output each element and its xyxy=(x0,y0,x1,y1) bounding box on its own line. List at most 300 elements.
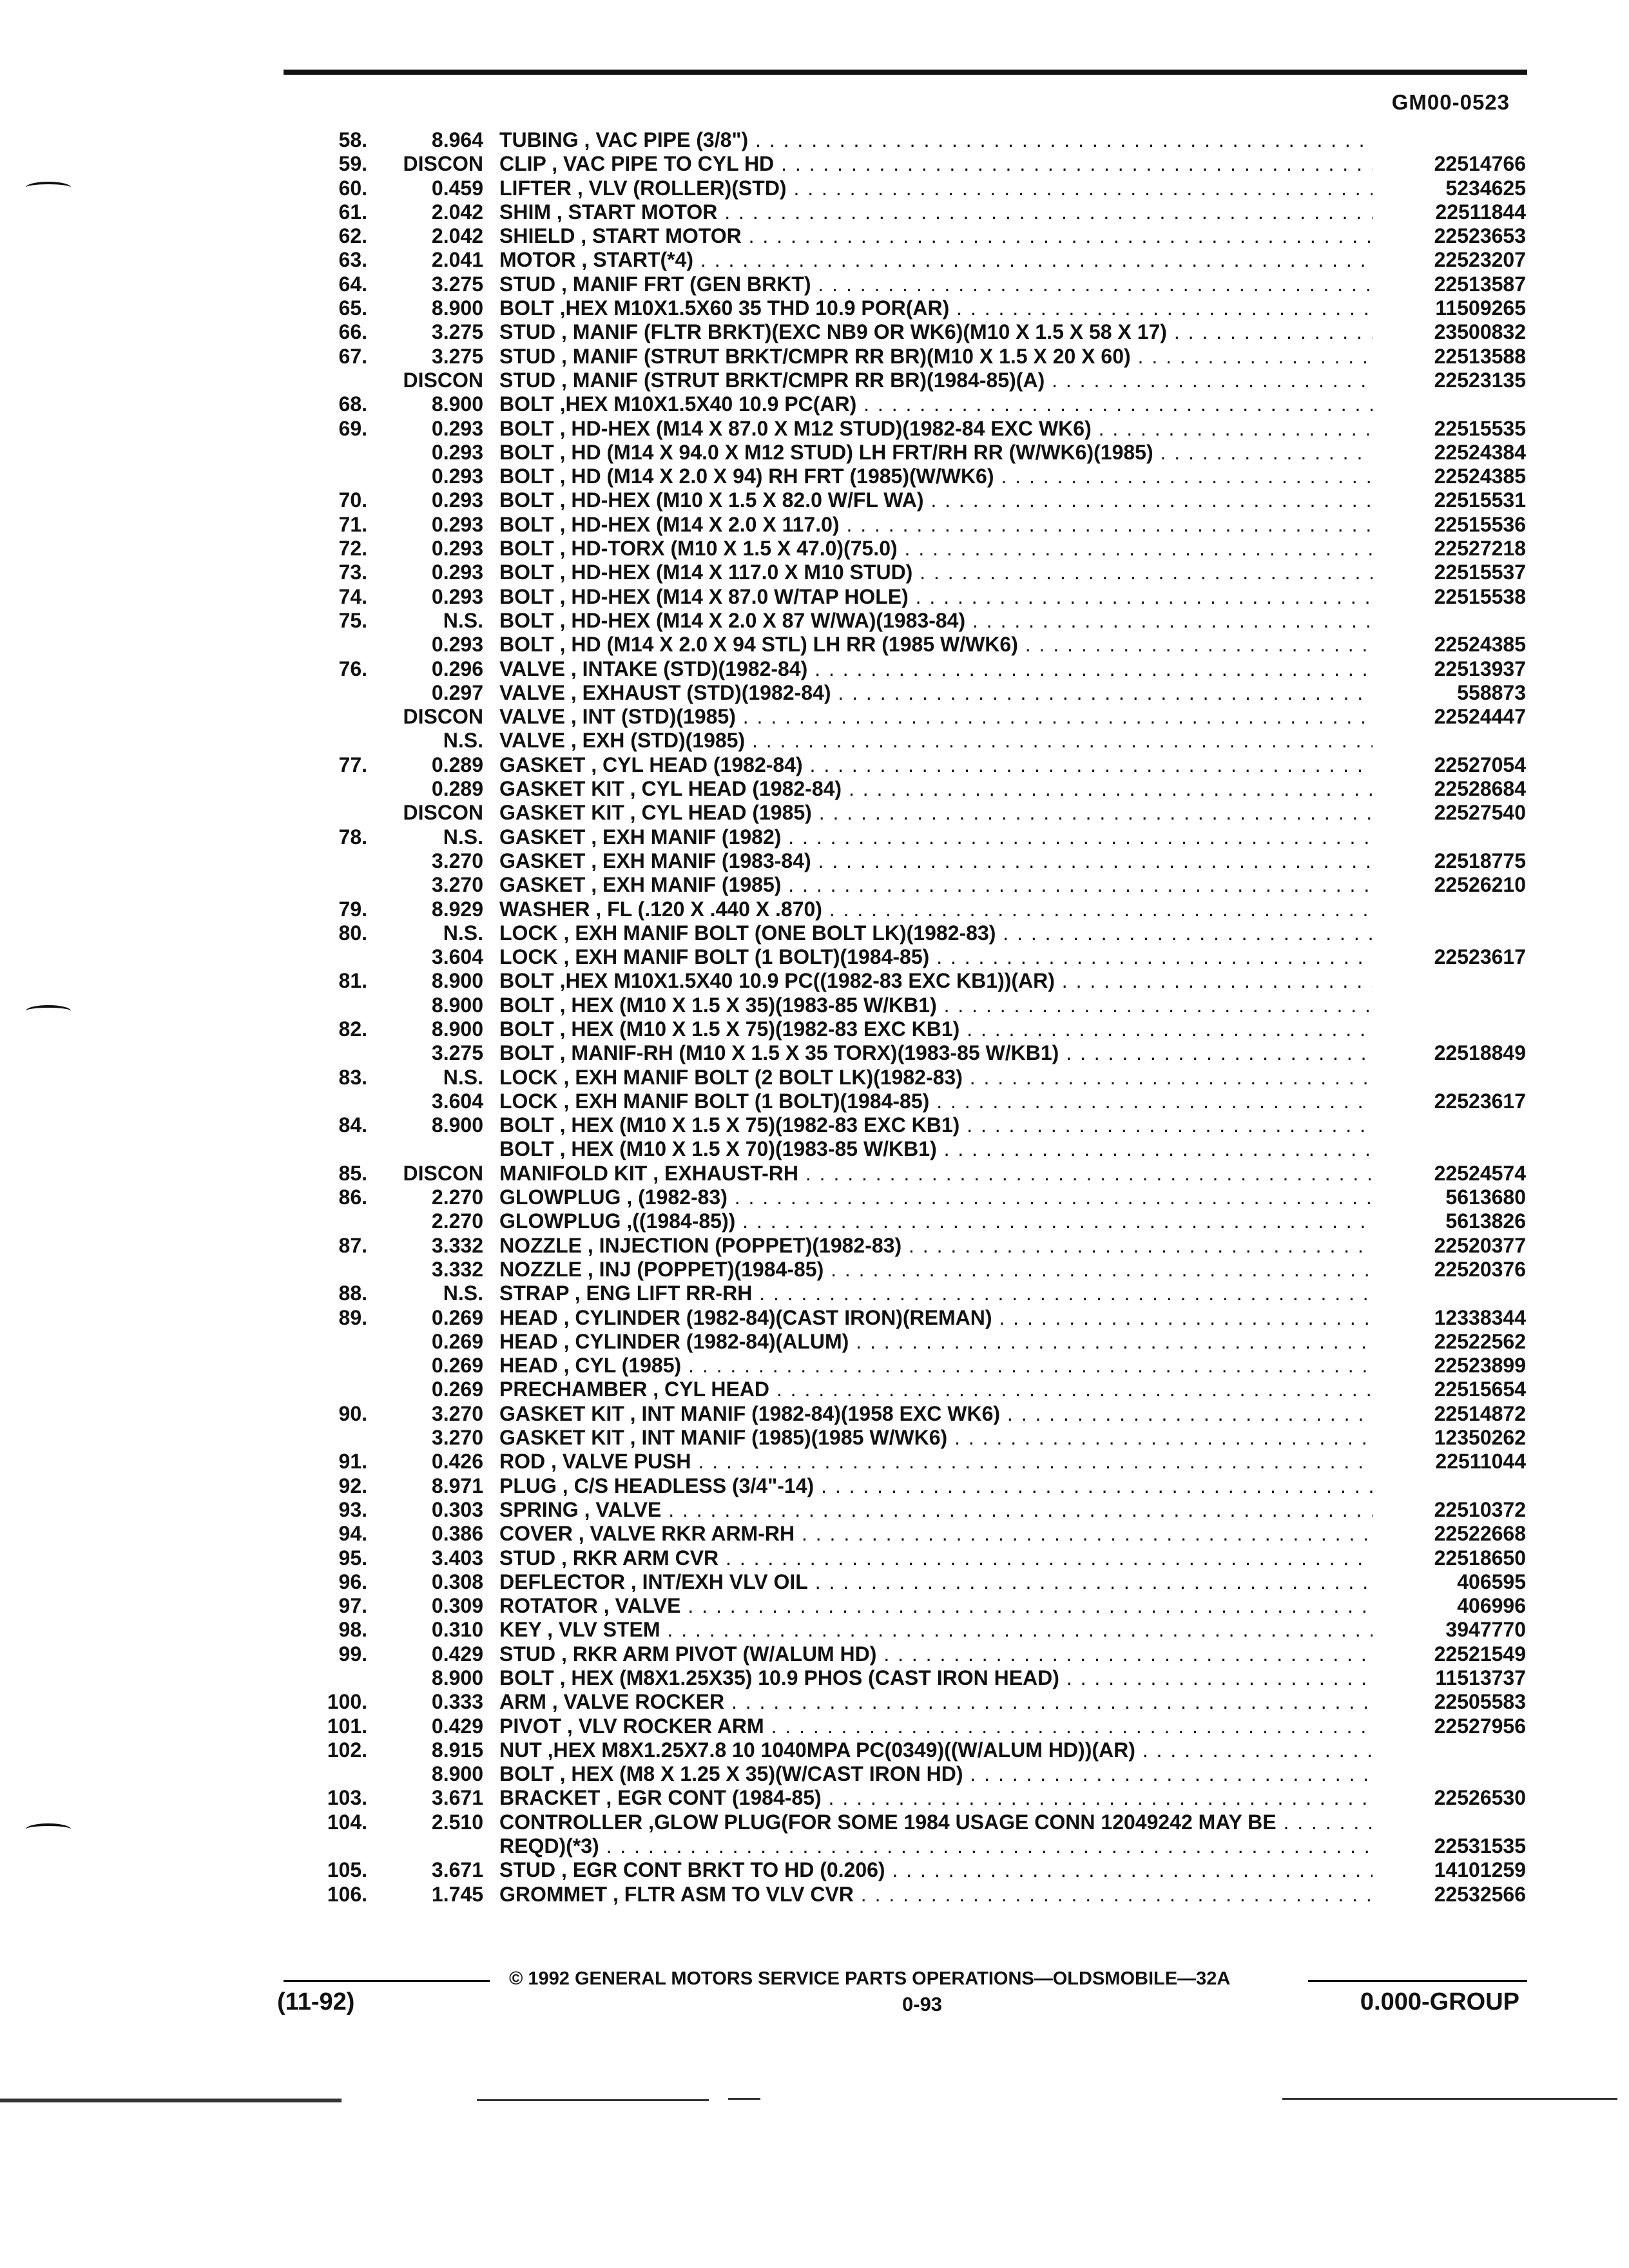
group-code: 8.900 xyxy=(431,969,483,993)
part-description xyxy=(499,1666,1373,1690)
part-row xyxy=(0,537,1629,561)
part-description xyxy=(499,248,1373,272)
part-name: BOLT xyxy=(499,440,554,464)
part-description xyxy=(499,537,1373,561)
part-number: 22513588 xyxy=(1434,344,1526,368)
item-number: 67. xyxy=(338,344,367,368)
part-name: GASKET xyxy=(499,753,586,776)
part-detail: , HEX (M10 X 1.5 X 75)(1982-83 EXC KB1) xyxy=(554,1017,960,1041)
part-description xyxy=(499,898,1373,921)
part-detail: , ENG LIFT RR-RH xyxy=(568,1282,753,1305)
group-code: N.S. xyxy=(443,1282,483,1305)
part-name: GASKET xyxy=(499,825,586,849)
part-name: GASKET xyxy=(499,849,586,872)
group-code: 8.915 xyxy=(431,1738,483,1762)
part-row xyxy=(0,945,1629,969)
part-number: 5613680 xyxy=(1445,1186,1526,1209)
part-name: MOTOR xyxy=(499,248,576,272)
part-row xyxy=(0,465,1629,488)
item-number: 83. xyxy=(338,1065,367,1089)
part-detail: , MANIF-RH (M10 X 1.5 X 35 TORX)(1983-85 W/KB1) xyxy=(554,1041,1059,1065)
part-description xyxy=(499,1402,1373,1426)
part-detail: , HEX (M10 X 1.5 X 35)(1983-85 W/KB1) xyxy=(554,993,937,1017)
part-description xyxy=(499,1258,1373,1282)
group-code: N.S. xyxy=(443,825,483,849)
part-name: VALVE xyxy=(499,657,565,680)
part-detail: , EXH MANIF BOLT (1 BOLT)(1984-85) xyxy=(557,1089,930,1113)
item-number: 59. xyxy=(338,152,367,176)
part-name: BOLT xyxy=(499,296,554,320)
part-name: ROD xyxy=(499,1450,546,1474)
scan-edge-line xyxy=(477,2099,709,2101)
part-number: 22524385 xyxy=(1434,633,1526,657)
part-detail: , EXH MANIF (1982) xyxy=(585,825,782,849)
part-number: 22518849 xyxy=(1434,1041,1526,1065)
part-detail: , CYL HEAD xyxy=(647,1378,769,1401)
item-number: 87. xyxy=(338,1233,367,1257)
item-number: 84. xyxy=(338,1113,367,1137)
part-number: 22515535 xyxy=(1434,416,1526,440)
part-row xyxy=(0,417,1629,441)
part-description xyxy=(499,1066,1373,1090)
part-row xyxy=(0,681,1629,705)
part-detail: , MANIF (STRUT BRKT/CMPR RR BR)(1984-85)(A) xyxy=(555,368,1045,392)
item-number: 89. xyxy=(338,1305,367,1329)
part-description xyxy=(499,945,1373,969)
part-detail: ,HEX M8X1.25X7.8 10 1040MPA PC(0349)((W/ALUM HD))(AR) xyxy=(541,1738,1135,1762)
part-name: BOLT xyxy=(499,512,554,536)
part-detail: , INTAKE (STD)(1982-84) xyxy=(564,657,808,680)
part-name: BOLT xyxy=(499,392,554,416)
group-code: 0.269 xyxy=(431,1305,483,1329)
part-description xyxy=(499,177,1373,200)
part-name: GLOWPLUG xyxy=(499,1209,621,1233)
part-number: 22524384 xyxy=(1434,440,1526,464)
part-detail: , EXH MANIF BOLT (1 BOLT)(1984-85) xyxy=(557,945,930,969)
part-name: KEY xyxy=(499,1618,542,1642)
part-detail: , EXHAUST (STD)(1982-84) xyxy=(564,680,831,704)
part-row xyxy=(0,320,1629,344)
group-code: 2.041 xyxy=(431,248,483,272)
part-row xyxy=(0,1786,1629,1810)
part-name: BOLT xyxy=(499,1666,554,1689)
part-description xyxy=(499,729,1373,753)
part-name: STUD xyxy=(499,1546,556,1570)
part-row xyxy=(0,200,1629,224)
part-number: 22532566 xyxy=(1434,1882,1526,1906)
part-row xyxy=(0,1570,1629,1594)
part-description xyxy=(499,152,1373,176)
group-code: 2.042 xyxy=(431,200,483,224)
part-row xyxy=(0,1498,1629,1522)
group-code: 0.289 xyxy=(431,753,483,776)
part-name: BOLT xyxy=(499,1137,554,1161)
item-number: 97. xyxy=(338,1594,367,1618)
part-name: NUT xyxy=(499,1738,542,1762)
scan-edge-line xyxy=(1282,2098,1617,2100)
part-row xyxy=(0,441,1629,465)
group-code: 0.293 xyxy=(431,440,483,464)
group-code: 0.293 xyxy=(431,416,483,440)
part-row xyxy=(0,561,1629,584)
part-description xyxy=(499,1690,1373,1714)
part-number: 22515536 xyxy=(1434,512,1526,536)
part-name: SPRING xyxy=(499,1497,579,1521)
group-code: 3.275 xyxy=(431,272,483,296)
part-name: GASKET KIT xyxy=(499,1426,624,1450)
part-description xyxy=(499,921,1373,945)
part-row xyxy=(0,1162,1629,1186)
part-name: CONTROLLER xyxy=(499,1810,643,1834)
part-row xyxy=(0,1137,1629,1161)
part-row xyxy=(0,273,1629,296)
margin-mark xyxy=(26,182,71,193)
part-number: 558873 xyxy=(1457,680,1526,704)
part-number: 22520376 xyxy=(1434,1257,1526,1281)
group-code: 8.900 xyxy=(431,993,483,1017)
part-detail: REQD)(*3) xyxy=(499,1834,599,1858)
part-row xyxy=(0,1330,1629,1354)
part-detail: , VALVE RKR ARM-RH xyxy=(572,1522,795,1546)
part-name: STUD xyxy=(499,272,556,296)
part-row xyxy=(0,1811,1629,1834)
item-number: 72. xyxy=(338,537,367,561)
part-name: BOLT xyxy=(499,465,554,488)
group-code: 0.293 xyxy=(431,465,483,488)
group-code: 0.269 xyxy=(431,1329,483,1353)
part-description xyxy=(499,369,1373,392)
scan-edge-line xyxy=(728,2098,760,2100)
part-row xyxy=(0,1017,1629,1041)
part-number: 22514766 xyxy=(1434,152,1526,176)
group-code: 8.929 xyxy=(431,897,483,921)
group-code: N.S. xyxy=(443,921,483,945)
part-description xyxy=(499,1209,1373,1233)
part-row xyxy=(0,1594,1629,1618)
part-detail: , MANIF FRT (GEN BRKT) xyxy=(555,272,811,296)
part-name: BOLT xyxy=(499,416,554,440)
part-name: BOLT xyxy=(499,1017,554,1041)
part-number: 5613826 xyxy=(1445,1209,1526,1233)
group-code: 0.309 xyxy=(431,1594,483,1618)
part-detail: , EGR CONT BRKT TO HD (0.206) xyxy=(555,1858,885,1882)
part-description xyxy=(499,1570,1373,1594)
item-number: 85. xyxy=(338,1161,367,1185)
item-number: 104. xyxy=(327,1810,367,1834)
part-name: BOLT xyxy=(499,1762,554,1786)
part-description xyxy=(499,801,1373,825)
part-detail: ,HEX M10X1.5X40 10.9 PC((1982-83 EXC KB1))(AR) xyxy=(554,969,1055,993)
part-row xyxy=(0,1450,1629,1474)
group-code: 0.429 xyxy=(431,1642,483,1666)
part-row xyxy=(0,994,1629,1017)
part-description xyxy=(499,1883,1373,1907)
group-code: 8.900 xyxy=(431,1113,483,1137)
part-detail: , VAC PIPE TO CYL HD xyxy=(546,152,775,176)
part-row xyxy=(0,1858,1629,1882)
group-code: N.S. xyxy=(443,1065,483,1089)
group-code: DISCON xyxy=(403,1161,483,1185)
part-number: 22527054 xyxy=(1434,753,1526,776)
part-detail: , HD-HEX (M10 X 1.5 X 82.0 W/FL WA) xyxy=(554,488,924,512)
group-code: 3.270 xyxy=(431,849,483,872)
item-number: 77. xyxy=(338,753,367,776)
part-number: 22510372 xyxy=(1434,1497,1526,1521)
part-description xyxy=(499,296,1373,320)
part-number: 12338344 xyxy=(1434,1305,1526,1329)
part-row xyxy=(0,1306,1629,1330)
part-row xyxy=(0,1378,1629,1401)
revision-date: (11-92) xyxy=(277,1988,355,2015)
group-code: 0.293 xyxy=(431,584,483,608)
group-code: 3.270 xyxy=(431,1426,483,1450)
part-detail: , VAC PIPE (3/8") xyxy=(578,128,749,151)
part-name: BOLT xyxy=(499,633,554,657)
part-name: STUD xyxy=(499,1858,556,1882)
part-number: 22515538 xyxy=(1434,584,1526,608)
part-detail: , INT MANIF (1985)(1985 W/WK6) xyxy=(624,1426,948,1450)
part-row xyxy=(0,392,1629,416)
part-row xyxy=(0,729,1629,753)
part-description xyxy=(499,1762,1373,1786)
item-number: 66. xyxy=(338,320,367,344)
part-number: 22531535 xyxy=(1434,1834,1526,1858)
part-row xyxy=(0,873,1629,897)
part-detail: , FL (.120 X .440 X .870) xyxy=(590,897,822,921)
margin-mark xyxy=(26,1005,71,1017)
part-description xyxy=(499,705,1373,729)
part-row xyxy=(0,969,1629,993)
part-row xyxy=(0,1066,1629,1090)
item-number: 70. xyxy=(338,488,367,512)
part-name: PIVOT xyxy=(499,1714,562,1738)
part-row xyxy=(0,1186,1629,1209)
part-number: 22522562 xyxy=(1434,1329,1526,1353)
part-detail: , HEX (M10 X 1.5 X 75)(1982-83 EXC KB1) xyxy=(554,1113,960,1137)
part-description xyxy=(499,585,1373,609)
part-description xyxy=(499,392,1373,416)
part-detail: , CYLINDER (1982-84)(CAST IRON)(REMAN) xyxy=(557,1305,992,1329)
part-description xyxy=(499,1137,1373,1161)
part-row xyxy=(0,177,1629,200)
part-number: 14101259 xyxy=(1434,1858,1526,1882)
part-row xyxy=(0,152,1629,176)
group-code: 8.964 xyxy=(431,128,483,151)
item-number: 96. xyxy=(338,1570,367,1593)
part-name: BOLT xyxy=(499,488,554,512)
group-code: 0.308 xyxy=(431,1570,483,1593)
group-code: 3.671 xyxy=(431,1786,483,1810)
part-detail: , EXH MANIF (1985) xyxy=(585,873,782,897)
part-detail: , RKR ARM CVR xyxy=(555,1546,719,1570)
part-detail: , EXH MANIF (1983-84) xyxy=(585,849,811,872)
group-code: 8.971 xyxy=(431,1474,483,1497)
item-number: 79. xyxy=(338,897,367,921)
part-number: 22524574 xyxy=(1434,1161,1526,1185)
part-description xyxy=(499,1162,1373,1186)
part-name: DEFLECTOR xyxy=(499,1570,625,1593)
item-number: 60. xyxy=(338,176,367,200)
group-code: 0.303 xyxy=(431,1497,483,1521)
group-code: 0.293 xyxy=(431,633,483,657)
item-number: 102. xyxy=(327,1738,367,1762)
part-row xyxy=(0,1834,1629,1858)
part-description xyxy=(499,777,1373,801)
group-code: 3.270 xyxy=(431,1401,483,1425)
part-number: 3947770 xyxy=(1445,1618,1526,1642)
part-number: 22514872 xyxy=(1434,1401,1526,1425)
part-name: COVER xyxy=(499,1522,573,1546)
group-code: 8.900 xyxy=(431,1762,483,1786)
part-name: NOZZLE xyxy=(499,1233,582,1257)
document-code: GM00-0523 xyxy=(1391,90,1510,114)
part-description xyxy=(499,1811,1373,1834)
part-number: 406996 xyxy=(1457,1594,1526,1618)
item-number: 94. xyxy=(338,1522,367,1546)
item-number: 91. xyxy=(338,1450,367,1474)
group-code: 0.293 xyxy=(431,512,483,536)
part-number: 22518650 xyxy=(1434,1546,1526,1570)
item-number: 105. xyxy=(327,1858,367,1882)
part-description xyxy=(499,1858,1373,1882)
part-row xyxy=(0,488,1629,512)
part-detail: , VALVE ROCKER xyxy=(546,1690,725,1714)
part-description xyxy=(499,441,1373,465)
part-name: GASKET KIT xyxy=(499,777,624,801)
part-detail: , MANIF (FLTR BRKT)(EXC NB9 OR WK6)(M10 X 1.5 X 58 X 17) xyxy=(555,320,1167,344)
part-description xyxy=(499,994,1373,1017)
part-row xyxy=(0,296,1629,320)
part-detail: ,GLOW PLUG(FOR SOME 1984 USAGE CONN 12049242 MAY BE xyxy=(642,1810,1277,1834)
part-detail: , VALVE xyxy=(597,1594,681,1618)
part-detail: , START MOTOR xyxy=(551,200,718,224)
part-detail: , VALVE xyxy=(578,1497,662,1521)
part-row xyxy=(0,1738,1629,1762)
part-name: VALVE xyxy=(499,729,565,753)
part-detail: , EGR CONT (1984-85) xyxy=(600,1786,822,1810)
part-row xyxy=(0,1522,1629,1546)
part-detail: , INJ (POPPET)(1984-85) xyxy=(581,1257,824,1281)
part-name: BOLT xyxy=(499,608,554,632)
part-row xyxy=(0,1666,1629,1690)
item-number: 82. xyxy=(338,1017,367,1041)
part-description xyxy=(499,609,1373,633)
part-row xyxy=(0,1642,1629,1666)
group-code: 3.275 xyxy=(431,320,483,344)
part-name: PLUG xyxy=(499,1474,557,1497)
part-detail: , EXHAUST-RH xyxy=(647,1161,798,1185)
part-row xyxy=(0,849,1629,873)
group-code: 2.042 xyxy=(431,224,483,248)
part-row xyxy=(0,585,1629,609)
part-name: GASKET xyxy=(499,873,586,897)
part-name: BOLT xyxy=(499,1041,554,1065)
part-detail: , HD (M14 X 2.0 X 94 STL) LH RR (1985 W/WK6) xyxy=(554,633,1018,657)
part-number: 22528684 xyxy=(1434,777,1526,801)
part-name: ARM xyxy=(499,1690,546,1714)
item-number: 63. xyxy=(338,248,367,272)
item-number: 74. xyxy=(338,584,367,608)
part-detail: , EXH MANIF BOLT (ONE BOLT LK)(1982-83) xyxy=(557,921,996,945)
part-description xyxy=(499,1715,1373,1738)
part-row xyxy=(0,1690,1629,1714)
part-row xyxy=(0,921,1629,945)
part-row xyxy=(0,1715,1629,1738)
part-detail: , EXH (STD)(1985) xyxy=(564,729,746,753)
part-number: 5234625 xyxy=(1445,176,1526,200)
part-name: VALVE xyxy=(499,705,565,729)
part-name: STRAP xyxy=(499,1282,569,1305)
part-detail: , HD-HEX (M14 X 87.0 W/TAP HOLE) xyxy=(554,584,909,608)
part-row xyxy=(0,1258,1629,1282)
item-number: 73. xyxy=(338,561,367,584)
item-number: 86. xyxy=(338,1186,367,1209)
part-name: LOCK xyxy=(499,945,558,969)
part-description xyxy=(499,1234,1373,1258)
part-number: 22523207 xyxy=(1434,248,1526,272)
part-number: 22526530 xyxy=(1434,1786,1526,1810)
group-code: 1.745 xyxy=(431,1882,483,1906)
part-description xyxy=(499,1834,1373,1858)
part-description xyxy=(499,1282,1373,1305)
part-description xyxy=(499,1113,1373,1137)
part-name: SHIELD xyxy=(499,224,575,248)
item-number: 78. xyxy=(338,825,367,849)
part-name: STUD xyxy=(499,344,556,368)
part-detail: , FLTR ASM TO VLV CVR xyxy=(607,1882,854,1906)
part-name: LIFTER xyxy=(499,176,572,200)
part-description xyxy=(499,224,1373,248)
group-code: DISCON xyxy=(403,801,483,825)
part-detail: , EXH MANIF BOLT (2 BOLT LK)(1982-83) xyxy=(557,1065,963,1089)
part-name: TUBING xyxy=(499,128,579,151)
part-name: SHIM xyxy=(499,200,551,224)
part-name: MANIFOLD KIT xyxy=(499,1161,648,1185)
part-description xyxy=(499,1498,1373,1522)
item-number: 100. xyxy=(327,1690,367,1714)
part-row xyxy=(0,1474,1629,1498)
group-code: 3.604 xyxy=(431,945,483,969)
group-code: 0.296 xyxy=(431,657,483,680)
part-description xyxy=(499,1378,1373,1401)
part-detail: , HEX (M8 X 1.25 X 35)(W/CAST IRON HD) xyxy=(554,1762,963,1786)
group-code: 3.403 xyxy=(431,1546,483,1570)
part-name: BOLT xyxy=(499,584,554,608)
group-code: 8.900 xyxy=(431,296,483,320)
part-name: GASKET KIT xyxy=(499,801,624,825)
part-row xyxy=(0,657,1629,681)
group-code: 0.429 xyxy=(431,1714,483,1738)
part-number: 22527956 xyxy=(1434,1714,1526,1738)
part-name: CLIP xyxy=(499,152,546,176)
part-description xyxy=(499,1041,1373,1065)
part-name: HEAD xyxy=(499,1305,558,1329)
part-number: 22511844 xyxy=(1435,200,1526,224)
item-number: 98. xyxy=(338,1618,367,1642)
item-number: 65. xyxy=(338,296,367,320)
part-description xyxy=(499,1426,1373,1450)
part-number: 23500832 xyxy=(1434,320,1526,344)
item-number: 99. xyxy=(338,1642,367,1666)
group-code: 3.332 xyxy=(431,1257,483,1281)
part-description xyxy=(499,345,1373,369)
part-description xyxy=(499,1186,1373,1209)
part-detail: , START MOTOR xyxy=(575,224,742,248)
part-description xyxy=(499,465,1373,488)
part-detail: ,HEX M10X1.5X40 10.9 PC(AR) xyxy=(554,392,857,416)
part-name: BOLT xyxy=(499,537,554,561)
part-row xyxy=(0,753,1629,777)
